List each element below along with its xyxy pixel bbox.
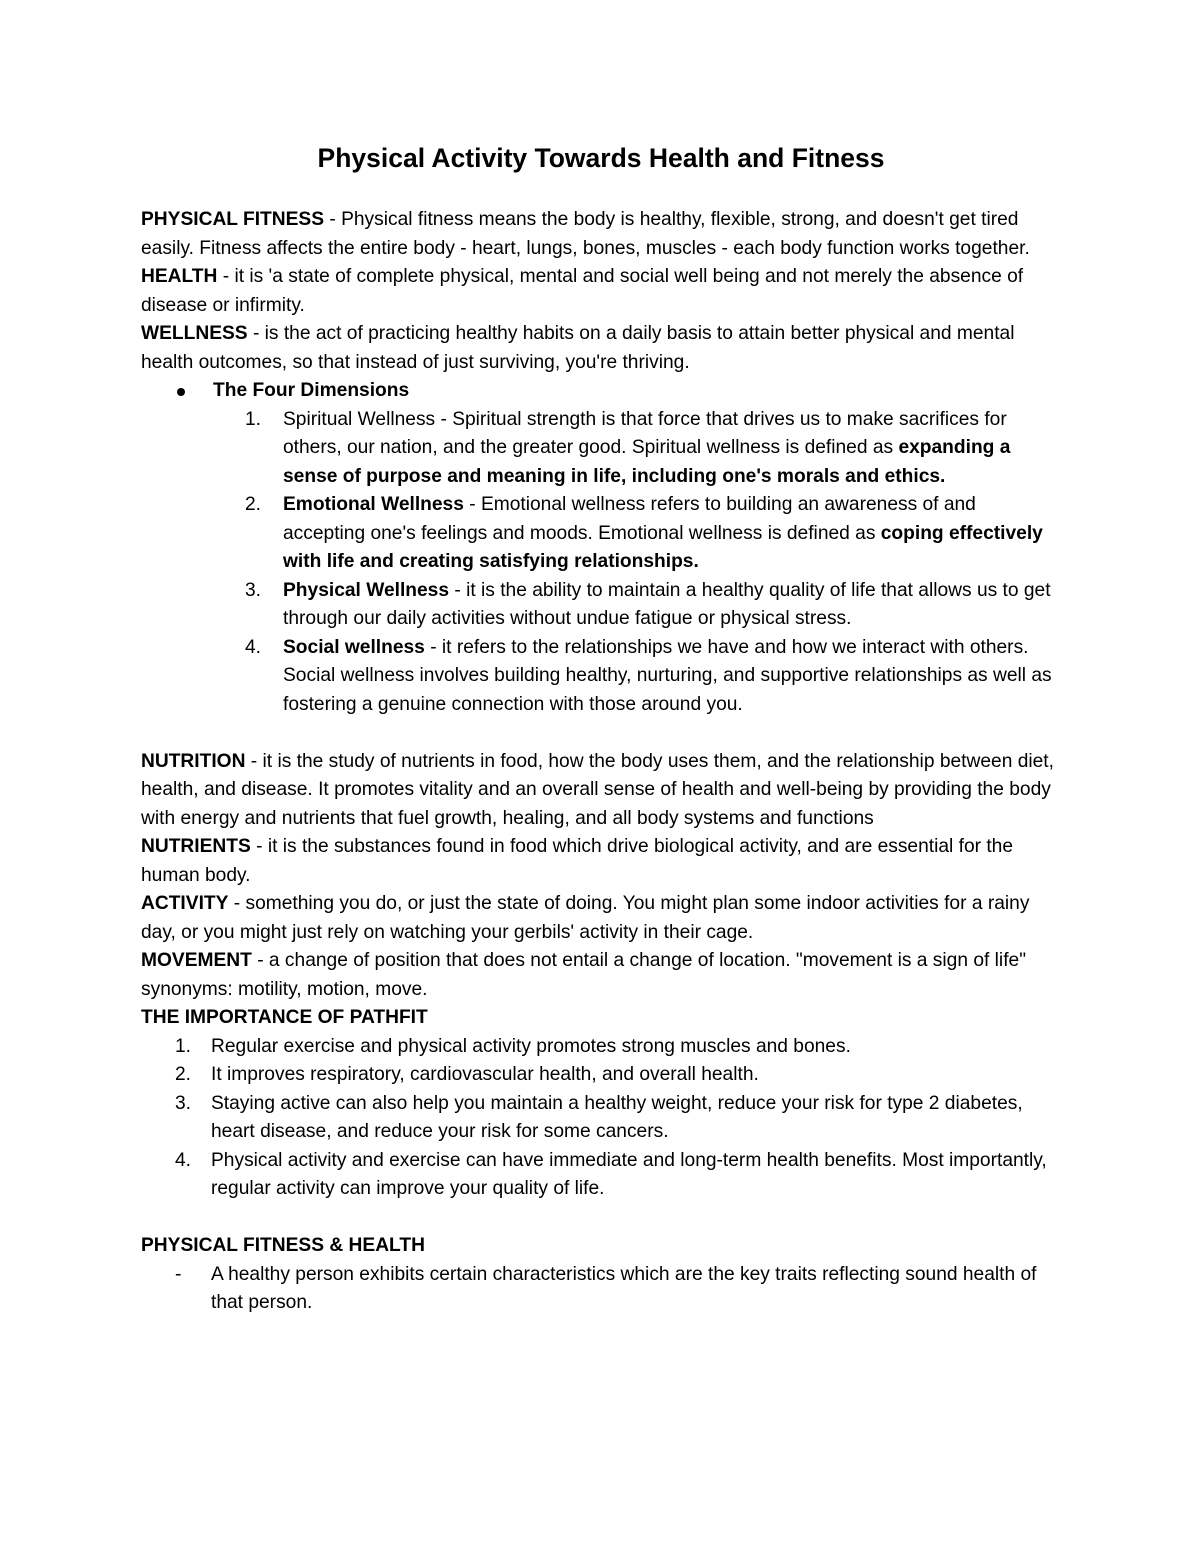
dimension-term: Physical Wellness (283, 579, 450, 601)
document-page (141, 138, 1061, 1318)
list-item (141, 406, 1061, 492)
dimension-text: - it refers to the relationships we have and how we interact with others. Social wellness involves building healthy, nurturing, and supportive relationships as well as fostering a genuine connection with those around you. (283, 636, 1052, 715)
list-item (141, 634, 1061, 720)
list-number: 4. (245, 636, 262, 658)
list-number: 2. (245, 494, 262, 515)
fitness-health-heading: PHYSICAL FITNESS & HEALTH (141, 1235, 425, 1256)
list-item (141, 491, 1061, 577)
wellness-text: - is the act of practicing healthy habits on a daily basis to attain better physical and mental health outcomes, so that instead of just surviving, you're thriving. (141, 323, 1015, 373)
movement-definition (141, 947, 1061, 1004)
physical-fitness-definition (141, 206, 1061, 263)
list-item-text: Physical activity and exercise can have immediate and long-term health benefits. Most importantly, regular activity can improve your quality of life. (211, 1149, 1047, 1199)
activity-term: ACTIVITY (141, 893, 229, 914)
list-number: 3. (175, 1092, 192, 1114)
list-item-text: Regular exercise and physical activity promotes strong muscles and bones. (211, 1035, 851, 1057)
list-number: 1. (245, 408, 262, 430)
four-dimensions-heading: The Four Dimensions (213, 380, 410, 401)
importance-heading: THE IMPORTANCE OF PATHFIT (141, 1007, 428, 1028)
dash-item-text: A healthy person exhibits certain characteristics which are the key traits reflecting sound health of that person. (211, 1263, 1037, 1313)
nutrients-term: NUTRIENTS (141, 836, 251, 857)
dimension-text: - Emotional wellness refers to building an awareness of and accepting one's feelings and moods. Emotional wellness is defined as (283, 494, 976, 544)
movement-text: - a change of position that does not entail a change of location. "movement is a sign of life" synonyms: motility, motion, move. (141, 950, 1027, 1000)
list-item (141, 1090, 1061, 1147)
page-title: Physical Activity Towards Health and Fitness (317, 143, 885, 173)
dimension-text: - it is the ability to maintain a healthy quality of life that allows us to get through our daily activities without undue fatigue or physical stress. (283, 579, 1051, 629)
dash-marker: - (175, 1263, 182, 1285)
list-number: 2. (175, 1064, 192, 1085)
list-item (141, 1147, 1061, 1204)
nutrition-definition (141, 748, 1061, 834)
list-item (141, 577, 1061, 634)
movement-term: MOVEMENT (141, 950, 252, 971)
list-item-text: Staying active can also help you maintain a healthy weight, reduce your risk for type 2 diabetes, heart disease, and reduce your risk for some cancers. (211, 1092, 1023, 1142)
wellness-definition (141, 320, 1061, 377)
four-dimensions-bullet (141, 377, 1061, 406)
list-number: 3. (245, 579, 262, 601)
activity-text: - something you do, or just the state of doing. You might plan some indoor activities for a rainy day, or you might just rely on watching your gerbils' activity in their cage. (141, 893, 1030, 943)
health-text: - it is 'a state of complete physical, mental and social well being and not merely the absence of disease or infirmity. (141, 266, 1024, 316)
importance-list (141, 1033, 1061, 1204)
nutrients-text: - it is the substances found in food which drive biological activity, and are essential for the human body. (141, 836, 1014, 886)
dimension-bold-tail: coping effectively with life and creating satisfying relationships. (283, 522, 1043, 572)
dash-list-item (141, 1261, 1061, 1318)
list-item-text: It improves respiratory, cardiovascular health, and overall health. (211, 1064, 759, 1085)
spacer (141, 1204, 1061, 1233)
nutrition-term: NUTRITION (141, 750, 246, 772)
wellness-term: WELLNESS (141, 323, 248, 344)
dimension-term: Social wellness (283, 636, 425, 658)
list-number: 4. (175, 1149, 192, 1171)
list-item (141, 1061, 1061, 1090)
activity-definition (141, 890, 1061, 947)
nutrients-definition (141, 833, 1061, 890)
dimension-bold-tail: expanding a sense of purpose and meaning in life, including one's morals and ethics. (283, 437, 1011, 487)
health-definition (141, 263, 1061, 320)
physical-fitness-text: - Physical fitness means the body is healthy, flexible, strong, and doesn't get tired easily. Fitness affects the entire body - heart, lungs, bones, muscles - each body function works together. (141, 209, 1030, 259)
spacer (141, 719, 1061, 748)
health-term: HEALTH (141, 266, 218, 287)
bullet-dot-icon (177, 388, 185, 396)
dimension-text: Spiritual Wellness - Spiritual strength is that force that drives us to make sacrifices for others, our nation, and the greater good. Spiritual wellness is defined as (283, 408, 1007, 458)
four-dimensions-list (141, 406, 1061, 720)
list-item (141, 1033, 1061, 1062)
nutrition-text: - it is the study of nutrients in food, how the body uses them, and the relationship between diet, health, and disease. It promotes vitality and an overall sense of health and well-being by providing the body with energy and nutrients that fuel growth, healing, and all body systems and functions (141, 750, 1054, 829)
list-number: 1. (175, 1035, 192, 1057)
dimension-term: Emotional Wellness (283, 494, 464, 515)
physical-fitness-term: PHYSICAL FITNESS (141, 209, 325, 230)
